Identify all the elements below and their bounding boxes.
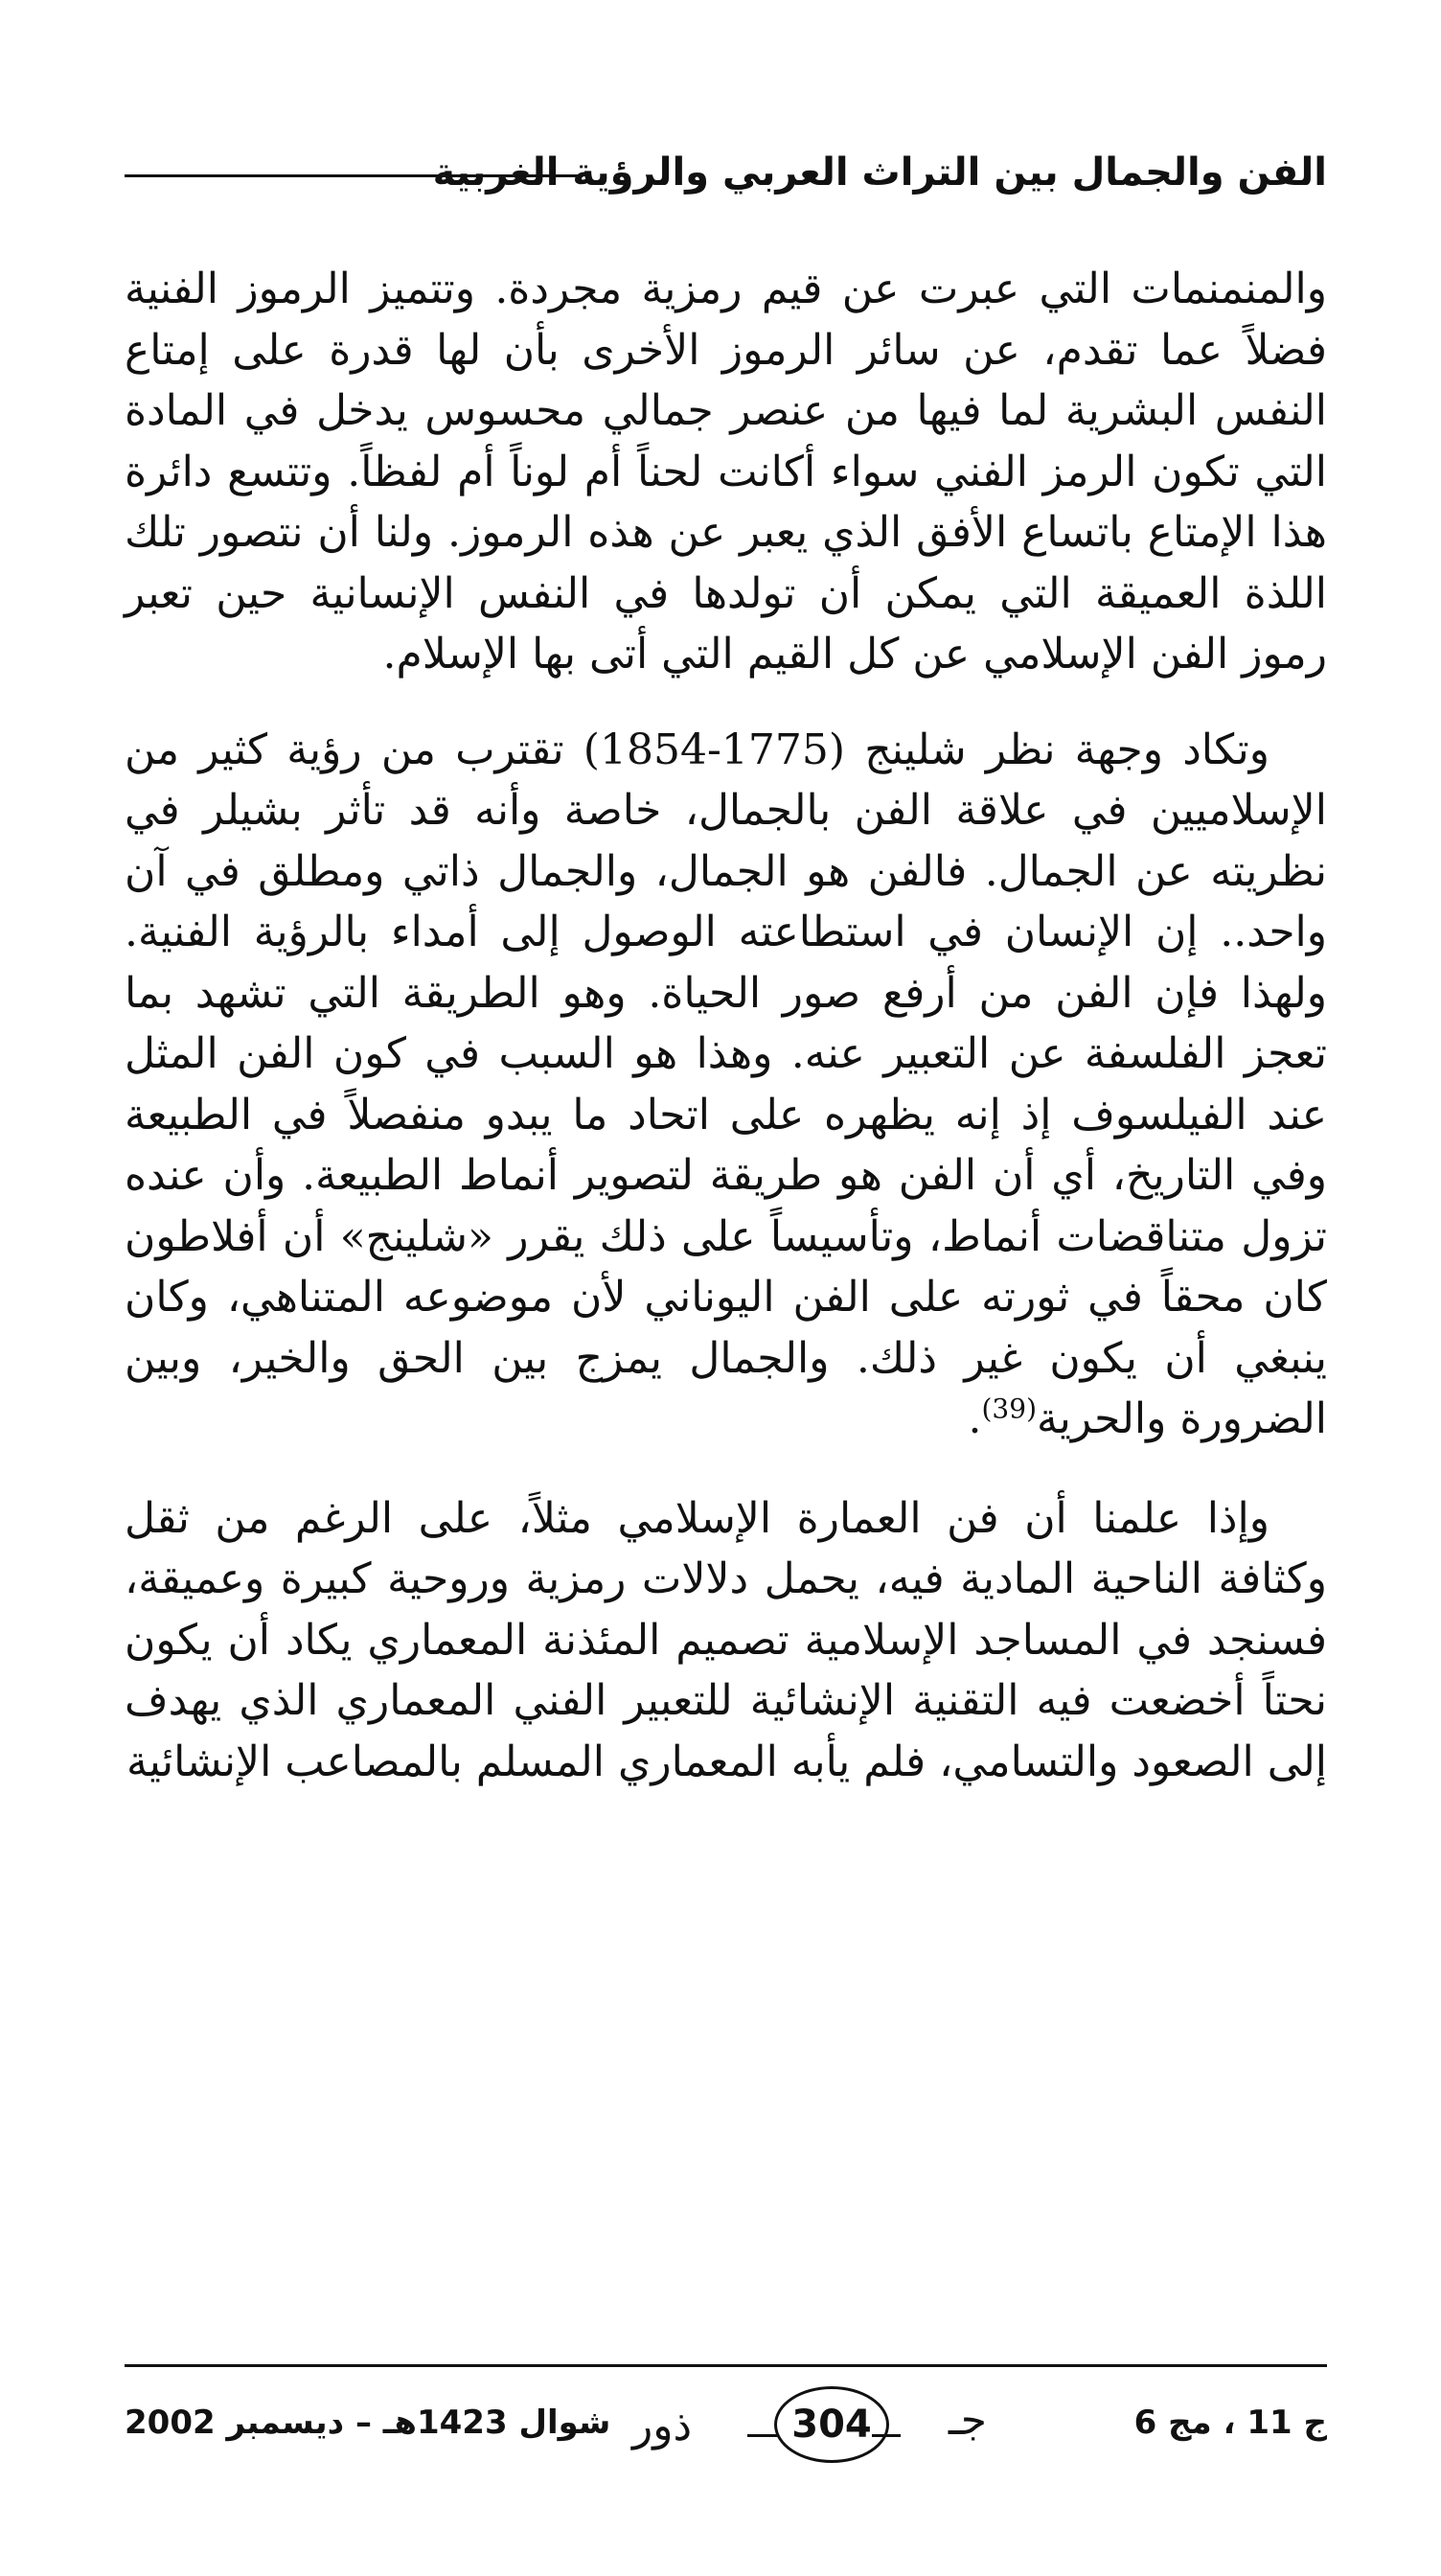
journal-logo (632, 2379, 987, 2474)
page-number: 304 (774, 2386, 889, 2463)
header-rule (125, 174, 580, 177)
journal-word-left: ذور (632, 2402, 693, 2450)
footer-volume: ج 11 ، مج 6 (1133, 2404, 1327, 2442)
header-title: الفن والجمال بين التراث العربي والرؤية الغربية (432, 150, 1327, 195)
paragraph-3: وإذا علمنا أن فن العمارة الإسلامي مثلاً، على الرغم من ثقل وكثافة الناحية المادية فيه، يحمل دلالات رمزية وروحية كبيرة وعميقة، فسنجد في المساجد الإسلامية تصميم المئذنة المعماري يكاد أن يكون نحتاً أخضعت فيه التقنية الإنشائية للتعبير الفني المعماري الذي يهدف إلى الصعود والتسامي، فلم يأبه المعماري المسلم بالمصاعب الإنشائية (125, 1493, 1327, 1786)
journal-line-right (872, 2434, 901, 2437)
footnote-reference: (39) (981, 1392, 1037, 1425)
body-text (125, 259, 1327, 1792)
footnote-tail: . (968, 1394, 982, 1443)
page-footer (125, 2379, 1327, 2484)
paragraph-2 (125, 720, 1327, 1450)
running-header (125, 142, 1327, 209)
journal-word-right: جـ (948, 2396, 987, 2445)
footer-date: شوال 1423هـ – ديسمبر 2002 (125, 2404, 611, 2442)
footer-rule (125, 2364, 1327, 2367)
paragraph-2-text: وتكاد وجهة نظر شلينج (1775-1854) تقترب من رؤية كثير من الإسلاميين في علاقة الفن بالجمال، خاصة وأنه قد تأثر بشيلر في نظريته عن الجمال. فالفن هو الجمال، والجمال ذاتي ومطلق في آن واحد.. إن الإنسان في استطاعته الوصول إلى أمداء بالرؤية الفنية. ولهذا فإن الفن من أرفع صور الحياة. وهو الطريقة التي تشهد بما تعجز الفلسفة عن التعبير عنه. وهذا هو السبب في كون الفن المثل عند الفيلسوف إذ إنه يظهره على اتحاد ما يبدو منفصلاً في الطبيعة وفي التاريخ، أي أن الفن هو طريقة لتصوير أنماط الطبيعة. وأن عنده تزول متناقضات أنماط، وتأسيساً على ذلك يقرر «شلينج» أن أفلاطون كان محقاً في ثورته على الفن اليوناني لأن موضوعه المتناهي، وكان ينبغي أن يكون غير ذلك. والجمال يمزج بين الحق والخير، وبين الضرورة والحرية (125, 724, 1327, 1443)
paragraph-1: والمنمنمات التي عبرت عن قيم رمزية مجردة. وتتميز الرموز الفنية فضلاً عما تقدم، عن سائر الرموز الأخرى بأن لها قدرة على إمتاع النفس البشرية لما فيها من عنصر جمالي محسوس يدخل في المادة التي تكون الرمز الفني سواء أكانت لحناً أم لوناً أم لفظاً. وتتسع دائرة هذا الإمتاع باتساع الأفق الذي يعبر عن هذه الرموز. ولنا أن نتصور تلك اللذة العميقة التي يمكن أن تولدها في النفس الإنسانية حين تعبر رموز الفن الإسلامي عن كل القيم التي أتى بها الإسلام. (125, 264, 1327, 678)
